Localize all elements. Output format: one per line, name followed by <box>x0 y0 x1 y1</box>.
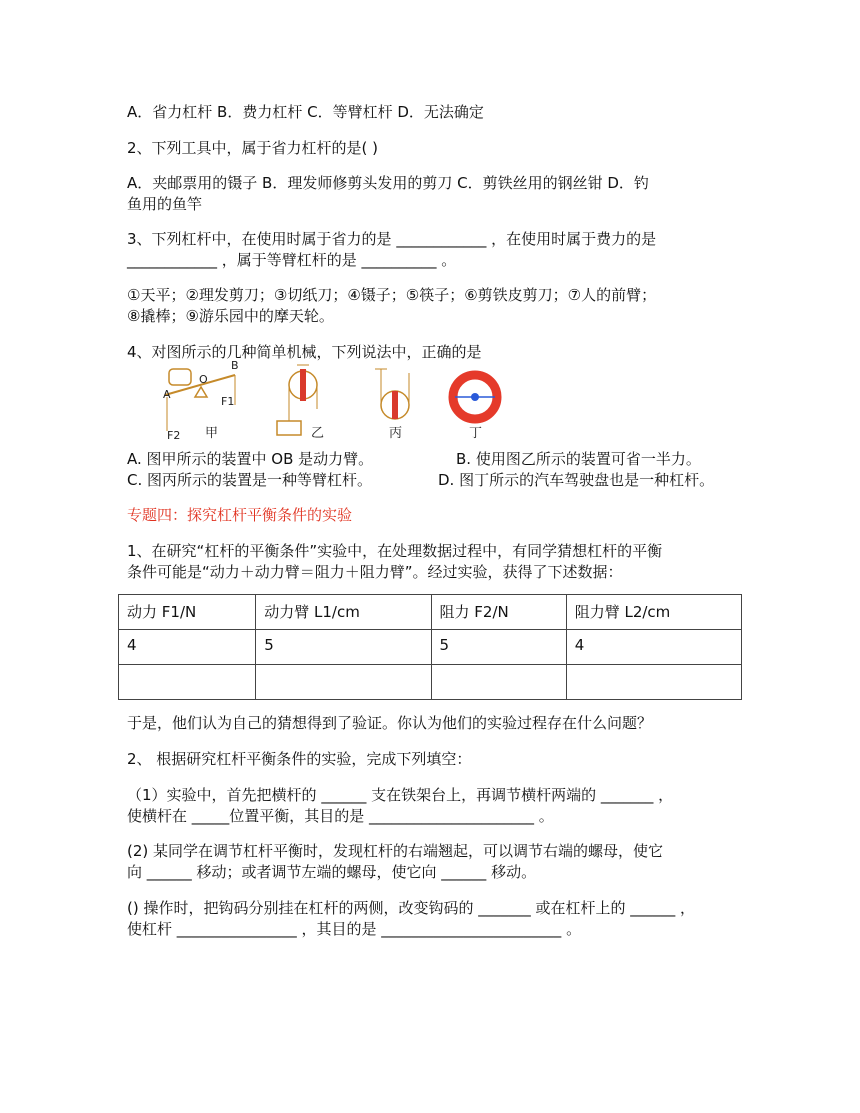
exp-q2-part3-line2: 使杠杆 ________________ ，其目的是 ________________________ 。 <box>127 920 582 938</box>
point-o-label: O <box>199 373 208 386</box>
figure-yi-pulley <box>277 365 324 441</box>
q3-question-cont: ____________ ，属于等臂杠杆的是 __________ 。 <box>127 251 457 269</box>
exp-q2-part2-line2: 向 ______ 移动；或者调节左端的螺母，使它向 ______ 移动。 <box>127 863 537 881</box>
q2-options-line-cont: 鱼用的鱼竿 <box>127 195 203 213</box>
section-heading: 专题四：探究杠杆平衡条件的实验 <box>127 506 353 524</box>
exp-q2-part2-line1: (2) 某同学在调节杠杆平衡时，发现杠杆的右端翘起，可以调节右端的螺母，使它 <box>127 842 664 860</box>
exp-q2-part3-line1: () 操作时，把钩码分别挂在杠杆的两侧，改变钩码的 _______ 或在杠杆上的 ______ ， <box>127 899 696 917</box>
q4-option-c: C. 图丙所示的装置是一种等臂杠杆。 <box>127 471 373 489</box>
after-table-question: 于是，他们认为自己的猜想得到了验证。你认为他们的实验过程存在什么问题？ <box>127 714 653 732</box>
table-cell <box>566 665 741 700</box>
exp-q1-line1: 1、在研究“杠杆的平衡条件”实验中，在处理数据过程中，有同学猜想杠杆的平衡 <box>127 542 663 560</box>
exp-q2-part1-line1: （1）实验中，首先把横杆的 ______ 支在铁架台上，再调节横杆两端的 _______ ， <box>127 786 674 804</box>
q4-option-b: B. 使用图乙所示的装置可省一半力。 <box>456 450 701 468</box>
table-header-cell: 动力臂 L1/cm <box>256 595 431 630</box>
q4-option-a: A. 图甲所示的装置中 OB 是动力臂。 <box>127 450 374 468</box>
figure-jia-lever <box>163 361 239 441</box>
label-bing: 丙 <box>389 426 403 441</box>
point-a-label: A <box>163 388 171 401</box>
exp-q2-title: 2、 根据研究杠杆平衡条件的实验，完成下列填空： <box>127 750 472 768</box>
label-yi: 乙 <box>311 426 325 441</box>
table-cell <box>256 665 431 700</box>
exp-q1-line2: 条件可能是“动力＋动力臂＝阻力＋阻力臂”。经过实验，获得了下述数据： <box>127 563 623 581</box>
q3-items: ①天平；②理发剪刀；③切纸刀；④镊子；⑤筷子；⑥剪铁皮剪刀；⑦人的前臂； <box>127 286 657 304</box>
table-cell: 5 <box>431 630 566 665</box>
q4-option-d: D. 图丁所示的汽车驾驶盘也是一种杠杆。 <box>438 471 715 489</box>
table-row <box>119 665 742 700</box>
table-header-cell: 阻力 F2/N <box>431 595 566 630</box>
simple-machines-figure <box>163 361 513 441</box>
q4-question: 4、对图所示的几种简单机械，下列说法中，正确的是 <box>127 343 482 361</box>
table-cell: 4 <box>119 630 256 665</box>
table-header-cell: 动力 F1/N <box>119 595 256 630</box>
table-header-cell: 阻力臂 L2/cm <box>566 595 741 630</box>
table-cell <box>431 665 566 700</box>
point-b-label: B <box>231 361 239 372</box>
label-jia: 甲 <box>205 426 219 441</box>
force-f1-label: F1 <box>221 395 235 408</box>
table-row <box>119 630 742 665</box>
q1-options-line: A．省力杠杆 B．费力杠杆 C．等臂杠杆 D．无法确定 <box>127 103 484 121</box>
table-cell: 5 <box>256 630 431 665</box>
q2-question: 2、下列工具中，属于省力杠杆的是( ) <box>127 139 379 157</box>
table-cell: 4 <box>566 630 741 665</box>
force-f2-label: F2 <box>167 429 181 441</box>
q3-items-cont: ⑧撬棒；⑨游乐园中的摩天轮。 <box>127 307 334 325</box>
q3-question: 3、下列杠杆中，在使用时属于省力的是 ____________ ，在使用时属于费力的是 <box>127 230 657 248</box>
figure-ding-steering-wheel <box>453 375 497 441</box>
q2-options-line: A．夹邮票用的镊子 B．理发师修剪头发用的剪刀 C．剪铁丝用的钢丝钳 D．钓 <box>127 174 649 192</box>
table-cell <box>119 665 256 700</box>
data-table <box>118 594 742 700</box>
label-ding: 丁 <box>469 426 483 441</box>
exp-q2-part1-line2: 使横杆在 _____位置平衡，其目的是 ______________________ 。 <box>127 807 554 825</box>
table-header-row <box>119 595 742 630</box>
figure-bing-pulley <box>375 369 409 441</box>
